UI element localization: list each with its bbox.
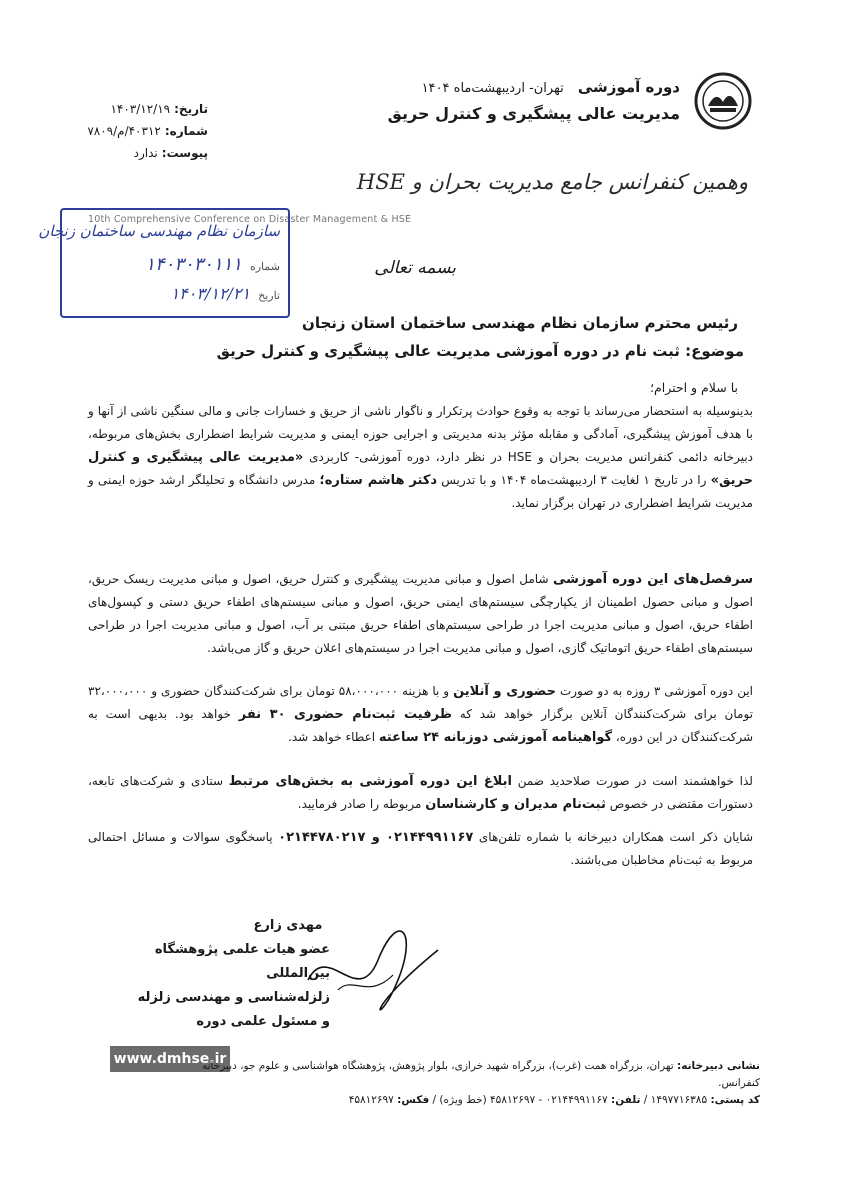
course-label: دوره آموزشی [577,78,680,96]
paragraph-contact [88,826,753,872]
attachment-row [87,142,208,164]
footer-address: تهران، بزرگراه همت (غرب)، بزرگراه شهید خرازی، بلوار پژوهش، پژوهشگاه هواشناسی و علوم جو، دبیرخانه کنفرانس. [201,1060,760,1089]
conference-logo-icon [694,72,752,130]
p3-a: این دوره آموزشی ۳ روزه به دو صورت [559,684,754,698]
p1-c: را در تاریخ ۱ لغایت ۳ اردیبهشت‌ماه ۱۴۰۴ و با تدریس [441,473,707,487]
date-label: تاریخ: [174,102,208,116]
footer-postal-label: کد پستی: [710,1094,760,1106]
p4-a: لذا خواهشمند است در صورت صلاحدید ضمن [517,774,753,788]
conference-title-en: 10th Comprehensive Conference on Disaster Management & HSE [88,214,412,225]
footer [170,1058,760,1109]
p2-title: سرفصل‌های این دوره آموزشی [552,572,753,587]
p3-g: اعطاء خواهد شد. [288,730,376,744]
footer-address-label: نشانی دبیرخانه: [677,1060,760,1072]
stamp-number-row [145,254,280,275]
signer-title-line2: زلزله‌شناسی و مهندسی زلزله [137,990,330,1005]
p1-a: بدینوسیله به استحضار می‌رساند با توجه به وقوع حوادث پرتکرار و ناگوار ناشی از حریق و خسارات جانی و مالی سنگین ناشی از آنها و با هدف آموزش پیشگیری، آمادگی و مقابله مؤثر بدنه مدیریتی و اجرایی حوزه ایمنی و مدیریت شرایط اضطراری بخش‌های مربوطه، دبیرخانه دائمی کنفرانس مدیریت بحران و HSE در نظر دارد، دوره آموزشی- کاربردی [88,404,753,464]
p1-instructor: دکتر هاشم ستاره؛ [319,473,438,488]
signer-title-line1: عضو هیات علمی پژوهشگاه بین‌المللی [154,942,330,981]
p1-e: مدرس دانشگاه و تحلیلگر ارشد حوزه ایمنی و مدیریت شرایط اضطراری در تهران برگزار نماید. [88,473,753,510]
number-row [87,120,208,142]
attachment-value: ندارد [133,146,158,160]
p1-course-name: «مدیریت عالی پیشگیری و کنترل حریق» [88,450,754,488]
footer-contact-row: کد پستی: ۱۴۹۷۷۱۶۳۸۵ / تلفن: ۰۲۱۴۴۹۹۱۱۶۷ - ۴۵۸۱۲۶۹۷ (خط ویژه) / فکس: ۴۵۸۱۲۶۹۷ [348,1094,760,1106]
p4-c: ستادی و شرکت‌های تابعه، دستورات مقتضی در خصوص [88,774,753,811]
number-value: ۴۰۳۱۲/م/۷۸۰۹ [87,124,161,138]
p5-phones: ۰۲۱۴۴۹۹۱۱۶۷ و ۰۲۱۴۴۷۸۰۲۱۷ [278,830,474,845]
stamp-date-label: تاریخ [258,289,280,302]
p4-registration: ثبت‌نام مدیران و کارشناسان [425,797,606,812]
stamp-number-label: شماره [249,260,280,273]
attachment-label: پیوست: [161,146,208,160]
paragraph-format [88,680,753,749]
footer-phone-label: تلفن: [611,1094,641,1106]
footer-fax: ۴۵۸۱۲۶۹۷ [348,1094,394,1106]
p3-certificate: گواهینامه آموزشی دوزبانه ۲۴ ساعته [378,730,613,745]
stamp-org: سازمان نظام مهندسی ساختمان زنجان [38,222,280,240]
p4-announce: ابلاغ این دوره آموزشی به بخش‌های مرتبط [228,774,512,789]
stamp-date-row [171,284,280,303]
signature-scribble-icon [298,920,448,1016]
footer-fax-label: فکس: [397,1094,430,1106]
p5-c: پاسخگوی سوالات و مسائل احتمالی مربوط به ثبت‌نام مخاطبان می‌باشند. [88,830,753,867]
footer-phone2: ۴۵۸۱۲۶۹۷ (خط ویژه) [439,1094,536,1106]
course-title: مدیریت عالی پیشگیری و کنترل حریق [387,104,680,123]
stamp-date-value: ۱۴۰۳/۱۲/۲۱ [170,284,251,303]
signer-title-line3: و مسئول علمی دوره [196,1014,330,1029]
received-stamp [38,208,290,318]
signer-name: مهدی زارع [253,918,323,933]
paragraph-intro [88,400,753,515]
p5-a: شایان ذکر است همکاران دبیرخانه با شماره تلفن‌های [478,830,753,844]
date-row [87,98,208,120]
bismillah: بسمه تعالی [374,258,456,278]
letter-meta [87,98,208,164]
p2-body: شامل اصول و مبانی مدیریت پیشگیری و کنترل حریق، اصول و مبانی مدیریت ریسک حریق، اصول و مبانی حصول اطمینان از یکپارچگی سیستم‌های ایمنی حریق، اصول و مبانی سیستم‌های اطفاء حریق دستی و کپسول‌های اطفاء حریق، اصول و مبانی مدیریت اجرا در طراحی سیستم‌های اطفاء حریق مبتنی بر آب، اصول و مبانی مدیریت اجرا در طراحی سیستم‌های اطفاء حریق اتوماتیک گازی، اصول و مبانی مدیریت اجرا در سیستم‌های اعلان حریق و گاز می‌باشد. [88,572,753,655]
subject: موضوع: ثبت نام در دوره آموزشی مدیریت عالی پیشگیری و کنترل حریق [216,342,744,360]
course-line [422,78,680,96]
conference-title-fa: و‌همین کنفرانس جامع مدیریت بحران و HSE [356,170,748,194]
signer-title [90,938,330,1034]
p3-modes: حضوری و آنلاین [453,684,556,699]
greeting: با سلام و احترام؛ [650,380,738,395]
recipient: رئیس محترم سازمان نظام مهندسی ساختمان استان زنجان [302,314,738,332]
p3-c: و با هزینه ۵۸،۰۰۰،۰۰۰ تومان برای شرکت‌کنندگان حضوری و ۳۲،۰۰۰،۰۰۰ تومان برای شرکت‌کنندگان آنلاین برگزار خواهد شد که [88,684,753,721]
footer-address-row [170,1058,760,1092]
paragraph-topics [88,568,753,660]
p4-e: مربوطه را صادر فرمایید. [297,797,422,811]
footer-postal: ۱۴۹۷۷۱۶۳۸۵ [650,1094,708,1106]
number-label: شماره: [164,124,208,138]
course-place-date: تهران- اردیبهشت‌ماه ۱۴۰۴ [421,81,564,96]
website-badge: www.dmhse.ir [110,1046,230,1072]
stamp-number-value: ۱۴۰۳۰۳۰۱۱۱ [145,254,242,275]
p3-e: خواهد بود. بدیهی است به شرکت‌کنندگان در این دوره، [88,707,753,744]
date-value: ۱۴۰۳/۱۲/۱۹ [110,102,171,116]
paragraph-request [88,770,753,816]
footer-phone: ۰۲۱۴۴۹۹۱۱۶۷ [545,1094,608,1106]
p3-capacity: ظرفیت ثبت‌نام حضوری ۳۰ نفر [238,707,452,722]
